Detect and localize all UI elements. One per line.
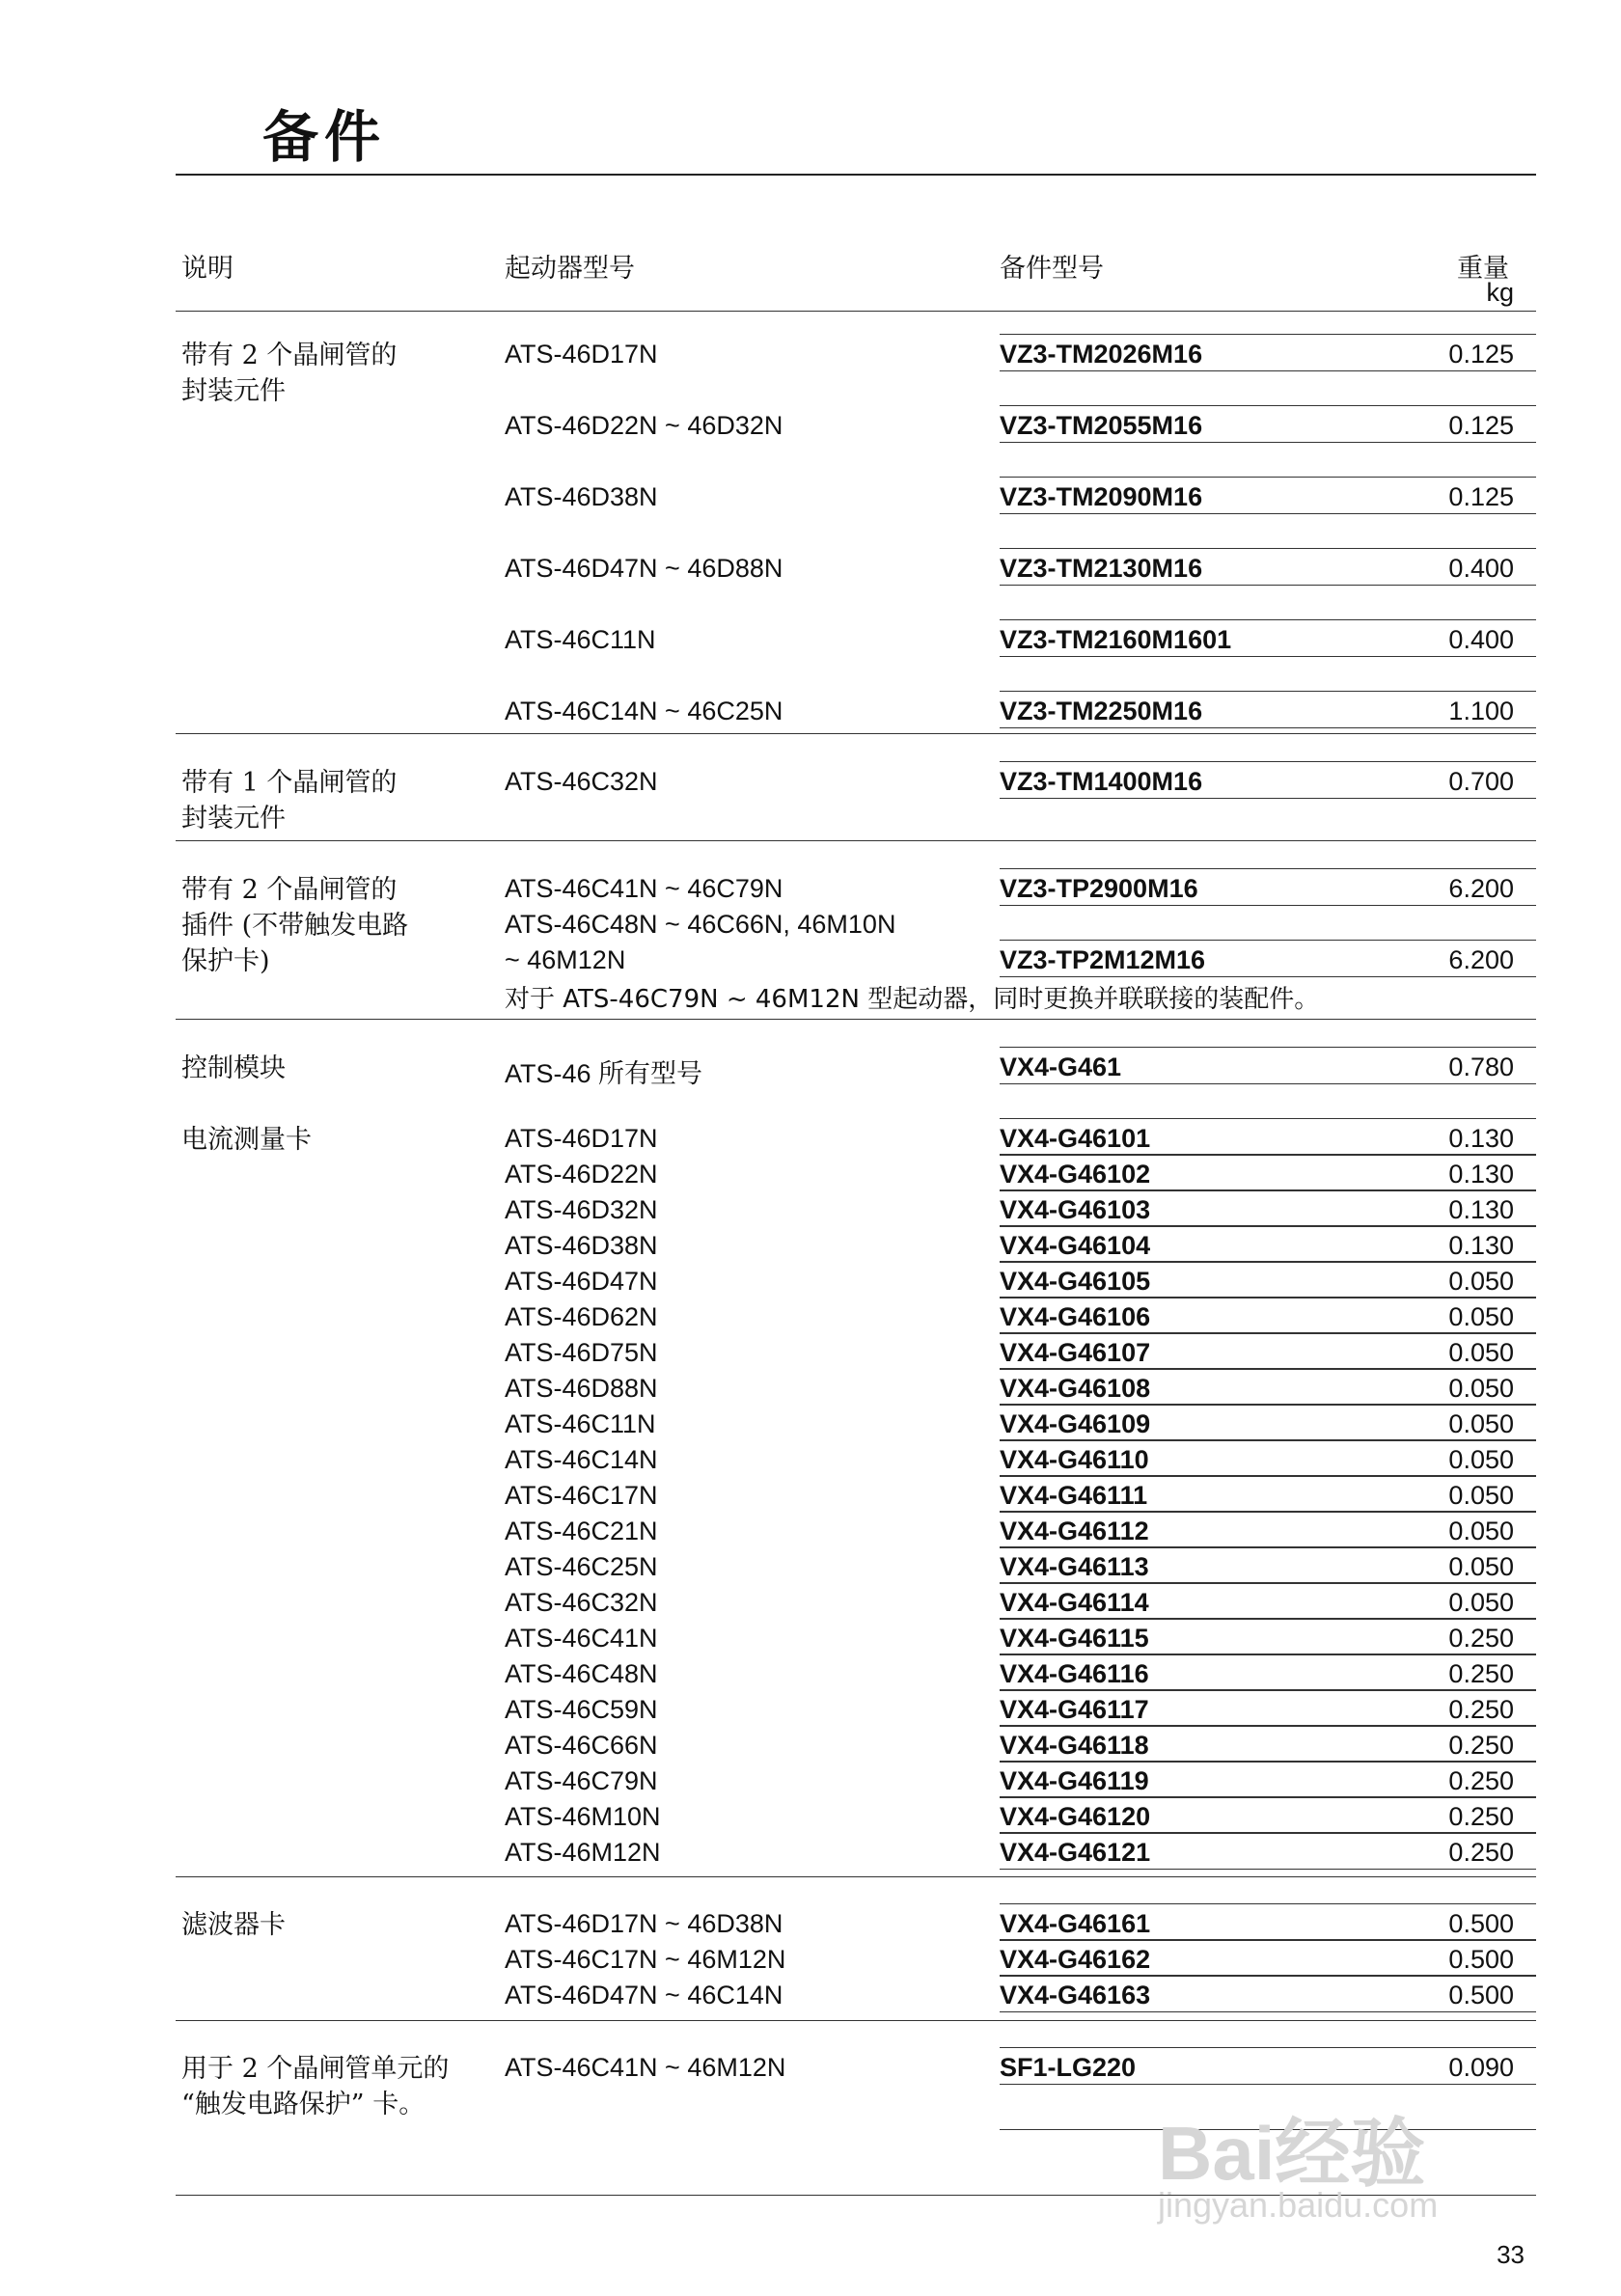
weight-value: 0.700: [1448, 767, 1514, 796]
part-rule-bottom: [1000, 1476, 1536, 1477]
weight-value: 0.050: [1448, 1481, 1514, 1510]
weight-value: 0.130: [1448, 1160, 1514, 1189]
starter-model: ATS-46C17N: [505, 1481, 658, 1510]
weight-value: 0.250: [1448, 1624, 1514, 1653]
part-number: VX4-G46115: [1000, 1624, 1149, 1653]
part-rule-top: [1000, 1939, 1536, 1940]
starter-model: ATS-46C41N: [505, 1624, 658, 1653]
starter-model: ATS-46C17N ~ 46M12N: [505, 1945, 786, 1974]
part-rule-bottom: [1000, 1940, 1536, 1941]
part-number: VX4-G46108: [1000, 1374, 1151, 1403]
part-rule-top: [1000, 477, 1536, 478]
header-weight: 重量: [1457, 254, 1509, 284]
part-rule-bottom: [1000, 1583, 1536, 1584]
part-rule-top: [1000, 1297, 1536, 1298]
page-title: 备件: [262, 104, 387, 170]
part-number: VX4-G461: [1000, 1052, 1122, 1081]
weight-value: 0.250: [1448, 1695, 1514, 1724]
header-starter: 起动器型号: [505, 254, 635, 284]
weight-value: 0.250: [1448, 1731, 1514, 1760]
part-rule-top: [1000, 1475, 1536, 1476]
part-rule-bottom: [1000, 1440, 1536, 1441]
part-rule-top: [1000, 1439, 1536, 1440]
part-rule-top: [1000, 761, 1536, 762]
section-description: 电流测量卡: [181, 1125, 312, 1155]
section-note: 对于 ATS-46C79N ~ 46M12N 型起动器，同时更换并联联接的装配件。: [505, 985, 1320, 1014]
section-description: 带有 1 个晶闸管的 封装元件: [181, 768, 398, 834]
watermark-brand: Bai经验: [1158, 2111, 1426, 2196]
weight-value: 0.050: [1448, 1588, 1514, 1617]
part-rule-bottom: [1000, 1262, 1536, 1263]
part-number: VX4-G46121: [1000, 1838, 1151, 1867]
weight-value: 0.400: [1448, 554, 1514, 583]
starter-model: ATS-46D38N: [505, 482, 658, 511]
weight-value: 0.125: [1448, 411, 1514, 440]
part-rule-top: [1000, 1154, 1536, 1155]
page-number: 33: [1497, 2240, 1525, 2269]
part-number: VZ3-TM1400M16: [1000, 767, 1203, 796]
part-rule-top: [1000, 1332, 1536, 1333]
part-rule-bottom: [1000, 976, 1536, 977]
starter-model: ATS-46C79N: [505, 1766, 658, 1795]
weight-value: 1.100: [1448, 697, 1514, 725]
part-rule-top: [1000, 691, 1536, 692]
part-number: VX4-G46113: [1000, 1552, 1149, 1581]
starter-model: ATS-46D22N ~ 46D32N: [505, 411, 783, 440]
part-rule-top: [1000, 1546, 1536, 1547]
part-number: VX4-G46118: [1000, 1731, 1149, 1760]
part-number: VX4-G46112: [1000, 1517, 1149, 1545]
part-rule-bottom: [1000, 442, 1536, 443]
weight-value: 0.050: [1448, 1409, 1514, 1438]
starter-model: ATS-46D17N: [505, 1124, 658, 1153]
part-rule-top: [1000, 1261, 1536, 1262]
starter-model: ATS-46C25N: [505, 1552, 658, 1581]
starter-model: ATS-46M12N: [505, 1838, 661, 1867]
part-number: VZ3-TP2M12M16: [1000, 945, 1206, 974]
part-rule-bottom: [1000, 1797, 1536, 1798]
part-number: VX4-G46162: [1000, 1945, 1151, 1974]
weight-value: 0.250: [1448, 1802, 1514, 1831]
part-number: VX4-G46120: [1000, 1802, 1151, 1831]
weight-value: 0.050: [1448, 1338, 1514, 1367]
section-description: 滤波器卡: [181, 1910, 286, 1940]
starter-model: ATS-46C32N: [505, 767, 658, 796]
part-rule-top: [1000, 334, 1536, 335]
weight-value: 0.130: [1448, 1124, 1514, 1153]
starter-model: ATS-46M10N: [505, 1802, 661, 1831]
starter-model: ATS-46D17N ~ 46D38N: [505, 1909, 783, 1938]
part-number: VZ3-TM2130M16: [1000, 554, 1203, 583]
part-rule-bottom: [1000, 1369, 1536, 1370]
weight-value: 0.125: [1448, 340, 1514, 369]
starter-model: ATS-46D32N: [505, 1195, 658, 1224]
weight-value: 0.500: [1448, 1909, 1514, 1938]
part-rule-bottom: [1000, 1512, 1536, 1513]
part-rule-bottom: [1000, 1190, 1536, 1191]
part-rule-top: [1000, 2047, 1536, 2048]
part-number: VX4-G46104: [1000, 1231, 1151, 1260]
part-rule-top: [1000, 1582, 1536, 1583]
part-rule-top: [1000, 1404, 1536, 1405]
starter-model: ATS-46C21N: [505, 1517, 658, 1545]
title-rule: [176, 174, 1536, 176]
part-number: VZ3-TM2090M16: [1000, 482, 1203, 511]
part-rule-bottom: [1000, 1333, 1536, 1334]
part-rule-top: [1000, 1618, 1536, 1619]
starter-model: ATS-46C41N ~ 46M12N: [505, 2053, 786, 2082]
part-rule-bottom: [1000, 1869, 1536, 1870]
weight-value: 0.250: [1448, 1838, 1514, 1867]
part-number: SF1-LG220: [1000, 2053, 1137, 2082]
weight-value: 0.500: [1448, 1981, 1514, 2009]
starter-model: ATS-46C48N: [505, 1659, 658, 1688]
section-description: 带有 2 个晶闸管的 封装元件: [181, 341, 398, 406]
starter-model: ATS-46C14N ~ 46C25N: [505, 697, 783, 725]
part-rule-bottom: [1000, 585, 1536, 586]
part-rule-top: [1000, 1225, 1536, 1226]
weight-value: 0.780: [1448, 1052, 1514, 1081]
part-rule-top: [1000, 1761, 1536, 1762]
watermark-url: jingyan.baidu.com: [1158, 2185, 1439, 2225]
section-description: 带有 2 个晶闸管的 插件 (不带触发电路 保护卡): [181, 875, 409, 976]
starter-model: ~ 46M12N: [505, 945, 626, 974]
part-number: VZ3-TM2160M1601: [1000, 625, 1232, 654]
part-rule-top: [1000, 1975, 1536, 1976]
section-rule: [176, 1019, 1536, 1020]
part-rule-top: [1000, 1832, 1536, 1833]
part-number: VZ3-TM2026M16: [1000, 340, 1203, 369]
section-rule: [176, 840, 1536, 841]
part-number: VX4-G46109: [1000, 1409, 1151, 1438]
part-rule-top: [1000, 1047, 1536, 1048]
section-description: 控制模块: [181, 1053, 286, 1083]
part-rule-bottom: [1000, 2011, 1536, 2012]
part-number: VX4-G46110: [1000, 1445, 1149, 1474]
weight-value: 0.050: [1448, 1302, 1514, 1331]
part-rule-top: [1000, 1368, 1536, 1369]
part-rule-bottom: [1000, 1405, 1536, 1406]
starter-model: ATS-46D47N ~ 46D88N: [505, 554, 783, 583]
starter-model: ATS-46D75N: [505, 1338, 658, 1367]
part-rule-bottom: [1000, 1833, 1536, 1834]
part-number: VX4-G46111: [1000, 1481, 1148, 1510]
weight-value: 0.400: [1448, 625, 1514, 654]
part-rule-bottom: [1000, 1762, 1536, 1763]
starter-model: ATS-46C66N: [505, 1731, 658, 1760]
starter-model: ATS-46C41N ~ 46C79N: [505, 874, 783, 903]
starter-model: ATS-46D22N: [505, 1160, 658, 1189]
part-number: VX4-G46114: [1000, 1588, 1149, 1617]
starter-model: ATS-46D88N: [505, 1374, 658, 1403]
weight-value: 0.050: [1448, 1267, 1514, 1296]
header-part: 备件型号: [1000, 254, 1104, 284]
part-number: VX4-G46107: [1000, 1338, 1151, 1367]
part-rule-top: [1000, 1796, 1536, 1797]
starter-model: ATS-46C32N: [505, 1588, 658, 1617]
starter-model: ATS-46C14N: [505, 1445, 658, 1474]
part-number: VZ3-TP2900M16: [1000, 874, 1198, 903]
part-number: VX4-G46101: [1000, 1124, 1151, 1153]
weight-value: 0.090: [1448, 2053, 1514, 2082]
part-rule-bottom: [1000, 1155, 1536, 1156]
weight-value: 0.130: [1448, 1231, 1514, 1260]
part-rule-top: [1000, 1689, 1536, 1690]
part-rule-bottom: [1000, 1226, 1536, 1227]
starter-model: ATS-46C59N: [505, 1695, 658, 1724]
part-number: VX4-G46119: [1000, 1766, 1149, 1795]
part-rule-bottom: [1000, 1976, 1536, 1977]
part-rule-bottom: [1000, 1726, 1536, 1727]
weight-value: 6.200: [1448, 945, 1514, 974]
part-rule-bottom: [1000, 798, 1536, 799]
part-rule-bottom: [1000, 1547, 1536, 1548]
starter-model: ATS-46 所有型号: [505, 1059, 703, 1088]
part-number: VZ3-TM2055M16: [1000, 411, 1203, 440]
section-rule: [176, 2020, 1536, 2021]
part-number: VX4-G46163: [1000, 1981, 1151, 2009]
part-rule-bottom: [1000, 656, 1536, 657]
part-rule-bottom: [1000, 1619, 1536, 1620]
part-rule-bottom: [1000, 1690, 1536, 1691]
part-rule-bottom: [1000, 905, 1536, 906]
part-rule-top: [1000, 868, 1536, 869]
part-rule-top: [1000, 619, 1536, 620]
weight-value: 0.125: [1448, 482, 1514, 511]
weight-value: 0.050: [1448, 1374, 1514, 1403]
weight-value: 0.050: [1448, 1445, 1514, 1474]
section-rule: [176, 1876, 1536, 1877]
starter-model: ATS-46D62N: [505, 1302, 658, 1331]
starter-model: ATS-46C11N: [505, 625, 656, 654]
part-number: VX4-G46105: [1000, 1267, 1151, 1296]
section-rule: [176, 733, 1536, 734]
part-rule-top: [1000, 1189, 1536, 1190]
part-rule-top: [1000, 1903, 1536, 1904]
part-rule-top: [1000, 1511, 1536, 1512]
weight-value: 0.050: [1448, 1517, 1514, 1545]
part-rule-bottom: [1000, 2084, 1536, 2085]
header-rule: [176, 311, 1536, 312]
starter-model: ATS-46D17N: [505, 340, 658, 369]
part-number: VX4-G46116: [1000, 1659, 1149, 1688]
part-rule-bottom: [1000, 370, 1536, 371]
part-rule-bottom: [1000, 727, 1536, 728]
section-description: 用于 2 个晶闸管单元的 “触发电路保护” 卡。: [181, 2054, 450, 2119]
starter-model: ATS-46C11N: [505, 1409, 656, 1438]
header-weight-unit: kg: [1486, 278, 1514, 307]
part-rule-top: [1000, 940, 1536, 941]
part-number: VX4-G46161: [1000, 1909, 1151, 1938]
starter-model: ATS-46C48N ~ 46C66N, 46M10N: [505, 910, 896, 939]
part-rule-top: [1000, 548, 1536, 549]
part-rule-bottom: [1000, 513, 1536, 514]
weight-value: 0.500: [1448, 1945, 1514, 1974]
part-rule-top: [1000, 1118, 1536, 1119]
starter-model: ATS-46D47N: [505, 1267, 658, 1296]
part-number: VX4-G46117: [1000, 1695, 1149, 1724]
header-description: 说明: [181, 254, 234, 284]
part-number: VZ3-TM2250M16: [1000, 697, 1203, 725]
starter-model: ATS-46D38N: [505, 1231, 658, 1260]
part-rule-top: [1000, 405, 1536, 406]
part-number: VX4-G46102: [1000, 1160, 1151, 1189]
part-number: VX4-G46103: [1000, 1195, 1151, 1224]
part-rule-top: [1000, 1725, 1536, 1726]
weight-value: 0.050: [1448, 1552, 1514, 1581]
part-number: VX4-G46106: [1000, 1302, 1151, 1331]
weight-value: 0.130: [1448, 1195, 1514, 1224]
part-rule-bottom: [1000, 1654, 1536, 1655]
weight-value: 0.250: [1448, 1766, 1514, 1795]
starter-model: ATS-46D47N ~ 46C14N: [505, 1981, 783, 2009]
weight-value: 6.200: [1448, 874, 1514, 903]
part-rule-bottom: [1000, 1083, 1536, 1084]
weight-value: 0.250: [1448, 1659, 1514, 1688]
